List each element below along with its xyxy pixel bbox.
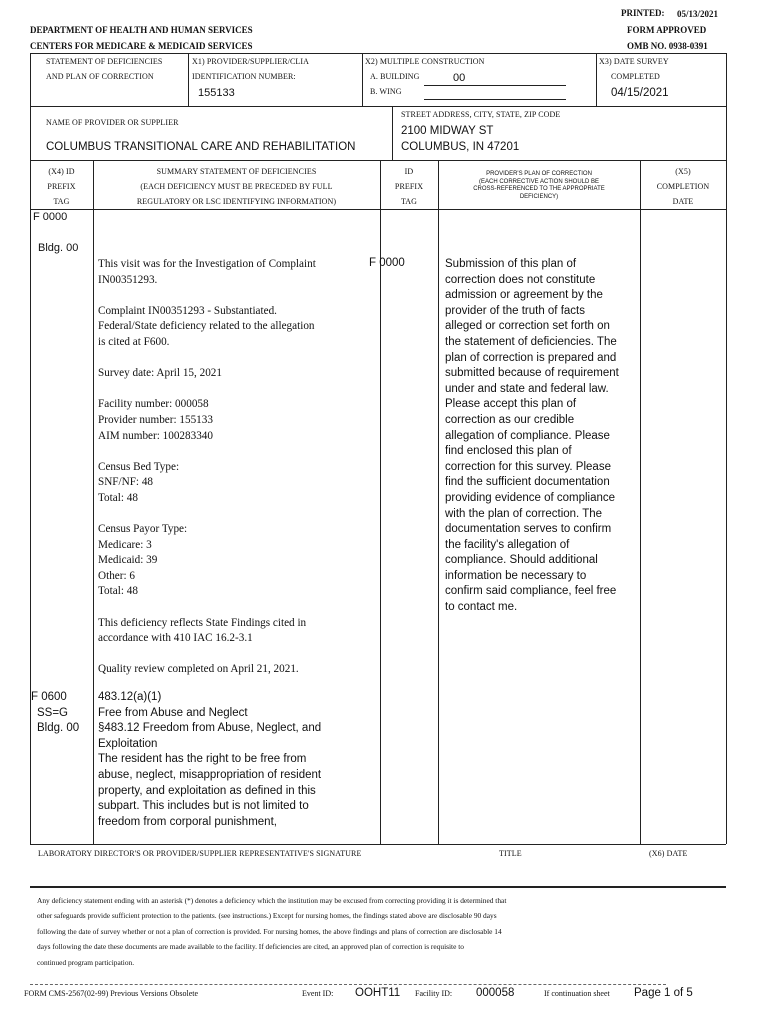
col-line-3 — [438, 160, 439, 844]
x4-header-2: PREFIX — [47, 182, 76, 191]
summary-header — [93, 164, 380, 209]
plan-of-correction-1: Submission of this plan of correction does not constitute admission or agreement by the provider of the truth of facts alleged or correction set forth on the statement of deficiencies. The plan of correction is prepared and submitted because of requirement under and state and federal law. Please accept this plan of correction as our credible allegation of compliance. Please find enclosed this plan of correction for this survey. Please find the sufficient documentation providing evidence of compliance with the plan of correction. The documentation serves to confirm the facility's allegation of compliance. Should additional information be necessary to confirm said compliance, feel free to contact me. — [445, 258, 619, 614]
x4-header — [30, 164, 93, 209]
x4-header-1: (X4) ID — [48, 167, 75, 176]
title-label: TITLE — [499, 849, 522, 858]
printed-date: 05/13/2021 — [677, 9, 719, 19]
x5-header-3: DATE — [672, 197, 694, 206]
col-line-1 — [93, 160, 94, 844]
building-label: A. BUILDING — [370, 72, 420, 81]
id-header — [380, 164, 438, 209]
col-line-4 — [640, 160, 641, 844]
provider-name-value: COLUMBUS TRANSITIONAL CARE AND REHABILITATION — [46, 141, 356, 153]
header-row-divider — [30, 160, 726, 161]
statement-label-2: AND PLAN OF CORRECTION — [46, 72, 154, 81]
id-header-3: TAG — [400, 197, 418, 206]
department-name: DEPARTMENT OF HEALTH AND HUMAN SERVICES — [30, 25, 253, 35]
table-bottom — [30, 844, 726, 845]
facility-id-label: Facility ID: — [415, 989, 453, 998]
summary-header-2: (EACH DEFICIENCY MUST BE PRECEDED BY FULL — [140, 182, 333, 191]
poc-header — [438, 171, 640, 201]
address-line-1: 2100 MIDWAY ST — [401, 125, 494, 137]
prefix-tag-1: F 0000 — [33, 211, 68, 223]
disclaimer-line-1: Any deficiency statement ending with an asterisk (*) denotes a deficiency which the institution may be excused from correcting providing it is determined that — [37, 896, 507, 905]
x4-header-3: TAG — [53, 197, 70, 206]
event-id-value: OOHT11 — [355, 987, 401, 999]
poc-header-1: PROVIDER'S PLAN OF CORRECTION — [486, 171, 592, 177]
provider-id-value: 155133 — [198, 87, 235, 99]
grid-col-1 — [188, 53, 189, 106]
page-number: Page 1 of 5 — [634, 987, 693, 999]
prefix-tag-2 — [31, 690, 79, 737]
x1-label-1: X1) PROVIDER/SUPPLIER/CLIA — [192, 57, 310, 66]
prefix-tag-2-line1: F 0600 — [31, 691, 67, 703]
omb-number: OMB NO. 0938-0391 — [627, 41, 708, 51]
right-border — [726, 53, 727, 844]
building-value: 00 — [453, 72, 466, 84]
address-line-2: COLUMBUS, IN 47201 — [401, 141, 520, 153]
summary-header-3: REGULATORY OR LSC IDENTIFYING INFORMATION) — [136, 197, 337, 206]
summary-statement-1: This visit was for the Investigation of Complaint IN00351293. Complaint IN00351293 - Substantiated. Federal/State deficiency related to the allegation is cited at F600. Survey date: April 15, 2021 Facility number: 000058 Provider number: 155133 AIM number: 100283340 Census Bed Type: SNF/NF: 48 Total: 48 Census Payor Type: Medicare: 3 Medicaid: 39 Other: 6 Total: 48 This deficiency reflects State Findings cited in accordance with 410 IAC 16.2-3.1 Quality review completed on April 21, 2021. — [98, 258, 316, 676]
statement-label-1: STATEMENT OF DEFICIENCIES — [46, 57, 163, 66]
disclaimer — [37, 893, 717, 970]
x5-header — [640, 164, 726, 209]
facility-id-value: 000058 — [476, 987, 515, 999]
grid-col-2 — [362, 53, 363, 106]
x2-label: X2) MULTIPLE CONSTRUCTION — [365, 57, 485, 66]
event-id-label: Event ID: — [302, 989, 334, 998]
id-header-1: ID — [404, 167, 414, 176]
column-header-divider — [30, 209, 726, 210]
summary-statement-2: 483.12(a)(1) Free from Abuse and Neglect §483.12 Freedom from Abuse, Neglect, and Exploitation The resident has the right to be free from abuse, neglect, misappropriation of resident property, and exploitation as defined in this subpart. This includes but is not limited to freedom from corporal punishment, — [98, 691, 322, 828]
disclaimer-line-4: days following the date these documents are made available to the facility. If deficiencies are cited, an approved plan of correction is requisite to — [37, 942, 464, 952]
wing-underline — [424, 99, 566, 100]
disclaimer-line-5: continued program participation. — [37, 957, 135, 967]
x5-header-2: COMPLETION — [656, 182, 710, 191]
disclaimer-line-2: other safeguards provide sufficient protection to the patients. (see instructions.) Except for nursing homes, the findings stated above are disclosable 90 days — [37, 911, 497, 921]
x3-label-1: X3) DATE SURVEY — [599, 57, 669, 66]
building-tag-1: Bldg. 00 — [38, 242, 79, 254]
prefix-tag-2-line2: SS=G — [37, 706, 69, 719]
id-header-2: PREFIX — [394, 182, 424, 191]
form-number: FORM CMS-2567(02-99) Previous Versions Obsolete — [24, 989, 199, 998]
summary-header-1: SUMMARY STATEMENT OF DEFICIENCIES — [156, 167, 317, 176]
x3-label-2: COMPLETED — [611, 72, 660, 81]
top-border — [30, 53, 726, 54]
id-prefix-tag-1: F 0000 — [369, 257, 405, 269]
disclaimer-rule — [30, 886, 726, 888]
signature-label: LABORATORY DIRECTOR'S OR PROVIDER/SUPPLIER REPRESENTATIVE'S SIGNATURE — [38, 849, 362, 858]
survey-completed-date: 04/15/2021 — [611, 87, 669, 99]
grid-col-address — [392, 106, 393, 160]
provider-name-label: NAME OF PROVIDER OR SUPPLIER — [46, 118, 179, 127]
building-underline — [424, 85, 566, 86]
wing-label: B. WING — [370, 87, 402, 96]
date-label: (X6) DATE — [649, 849, 688, 858]
prefix-tag-2-line3: Bldg. 00 — [37, 722, 80, 735]
centers-name: CENTERS FOR MEDICARE & MEDICAID SERVICES — [30, 41, 253, 51]
printed-label: PRINTED: — [621, 8, 665, 18]
poc-header-4: DEFICIENCY) — [519, 193, 559, 200]
form-approved: FORM APPROVED — [627, 25, 707, 35]
poc-header-2: (EACH CORRECTIVE ACTION SHOULD BE — [478, 178, 600, 185]
footer-rule — [30, 984, 666, 985]
x5-header-1: (X5) — [675, 167, 691, 176]
grid-divider — [30, 106, 726, 107]
x1-label-2: IDENTIFICATION NUMBER: — [192, 72, 296, 81]
continuation-label: If continuation sheet — [544, 989, 610, 998]
address-label: STREET ADDRESS, CITY, STATE, ZIP CODE — [401, 110, 561, 119]
disclaimer-line-3: following the date of survey whether or not a plan of correction is provided. For nursing homes, the above findings and plans of correction are disclosable 14 — [37, 926, 502, 936]
grid-col-3 — [596, 53, 597, 106]
poc-header-3: CROSS-REFERENCED TO THE APPROPRIATE — [473, 186, 605, 192]
